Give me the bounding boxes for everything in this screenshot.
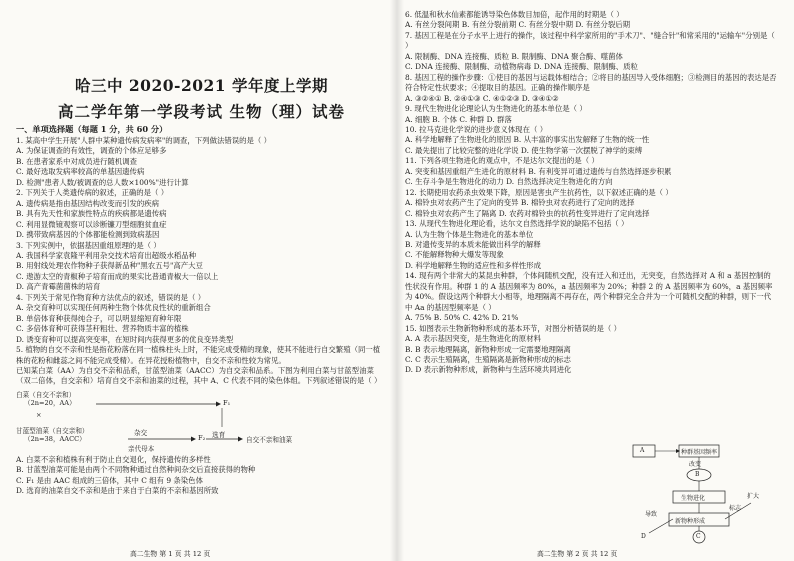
speciation-diagram [629,441,769,551]
text-line: 8. 基因工程的操作步骤：①使目的基因与运载体相结合；②将目的基因导入受体细胞；③检测目的基因的表达是否符合特定性状要求；④提取目的基因。正确的操作顺序是 [405,72,777,93]
text-line: C. 最好选取发病率较高的单基因遗传病 [16,167,145,177]
text-line: C. 生存斗争是生物进化的动力 D. 自然选择决定生物进化的方向 [405,177,613,187]
text-line: 7. 基因工程是在分子水平上进行的操作，该过程中科学家所用的"手术刀"、"缝合针"和常采用的"运输车"分别是（ ） [405,30,775,51]
text-line: A. 科学地解释了生物进化的原因 B. 从丰富的事实出发解释了生物的统一性 [405,135,650,145]
text-line: B. 单倍体育种获得纯合子，可以明显缩短育种年限 [16,313,182,323]
text-line: A. A 表示基因突变，是生物进化的原材料 [405,334,541,344]
section-heading: 一、单项选择题（每题 1 分，共 60 分） [16,124,168,134]
diagram-change: 改变 [689,461,702,468]
cross-f1: F₁ [223,398,231,407]
text-line: 6. 低温和秋水仙素都能诱导染色体数目加倍，起作用的时期是（ ） [405,10,624,19]
text-line: 9. 现代生物进化论理论认为生物进化的基本单位是（ ） [405,104,587,114]
text-line: 12. 长期使用农药杀虫效果下降，原因是害虫产生抗药性，以下叙述正确的是（ ） [405,187,673,197]
text-line: A. 有丝分裂间期 B. 有丝分裂前期 C. 有丝分裂中期 D. 有丝分裂后期 [405,20,631,30]
left-question-list [16,136,387,345]
text-line: 13. 从现代生物进化理论看，达尔文自然选择学说的缺陷不包括（ ） [405,219,629,229]
text-line: 11. 下列各项生物进化的观点中，不是达尔文提出的是（ ） [405,156,599,166]
text-line: D. 携带致病基因的个体都能检测到致病基因 [16,230,160,240]
text-line: C. DNA 连接酶、限制酶、动植物病毒 D. DNA 连接酶、限制酶、质粒 [405,62,638,72]
text-line: C. 最先提出了比较完整的进化学说 D. 使生物学第一次摆脱了神学的束缚 [405,145,643,155]
footer-page-1: 高二生物 第 1 页 共 12 页 [130,550,211,558]
text-line: 3. 下列实例中，依据基因重组原理的是（ ） [16,240,161,250]
text-line: B. 甘蓝型油菜可能是由两个不同物种通过自然种间杂交后直接获得的物种 [16,465,256,475]
text-line: 15. 如图表示生物新物种形成的基本环节，对图分析错误的是（ ） [405,323,622,333]
text-line: B. 对遗传变异的本质未能做出科学的解释 [405,239,541,249]
right-page [397,0,794,561]
text-line: C. 不能解释物种大爆发等现象 [405,250,504,260]
cross-parent-2: 甘蓝型油菜（自交亲和） [16,426,89,435]
diagram-label-c: C [696,533,701,540]
text-line: C. 利用显微镜观察可以诊断镰刀型细胞贫血症 [16,219,167,229]
diagram-new-species: 新物种形成 [675,518,706,525]
footer-page-2: 高二生物 第 2 页 共 12 页 [537,550,618,558]
cross-select-label: 选育 [212,430,226,439]
text-line: A. 白菜不亲和植株有利于防止自交退化，保持遗传的多样性 [16,454,211,464]
cross-parent-2-genome: （2n=38，AACC） [24,434,86,443]
text-line: A. 遗传病是指由基因结构改变而引发的疾病 [16,198,160,208]
cross-recurrent-label: 亲代母本 [128,444,155,453]
text-line: A. 75% B. 50% C. 42% D. 21% [405,313,519,323]
text-line: 已知某白菜（AA）为自交不亲和品系，甘蓝型油菜（AACC）为自交亲和品系。下图为利用白菜与甘蓝型油菜（双二倍体，自交亲和）培育自交不亲和油菜的过程，其中 A、C 代表不同的染色体组。下列叙述错误的是（ ） [16,365,382,386]
text-line: 5. 植物的自交不亲和性是指花粉落在同一植株柱头上时，不能完成受精的现象，使其不能进行自交繁殖（同一植株的花粉和雌蕊之间不能完成受精）。在异花授粉植物中，自交不亲和性较为常见。 [16,345,381,365]
diagram-gene-frequency: 种群基因频率 [681,449,718,456]
cross-parent-1-genome: （2n=20，AA） [24,398,76,407]
exam-school-title: 哈三中 2020-2021 学年度上学期 [74,76,328,95]
text-line: C. 遨游太空的青椒种子培育而成的果实比普通青椒大一倍以上 [16,271,219,281]
diagram-lead: 导致 [645,511,658,518]
cross-f2: F₂ [198,433,206,442]
cross-diagram [16,389,387,453]
text-line: 10. 拉马克进化学说的进步意义体现在（ ） [405,124,548,134]
text-line: C. 棉铃虫对农药产生了隔离 D. 农药对棉铃虫的抗药性变异进行了定向选择 [405,208,650,218]
question-15 [405,324,633,376]
text-line: B. 具有先天性和家族性特点的疾病都是遗传病 [16,209,167,219]
question-5 [16,345,387,387]
text-line: D. 检测"患者人数/被调查的总人数×100%"进行计算 [16,177,189,187]
text-line: C. 多倍体育种可获得茎秆粗壮、营养物质丰富的植株 [16,324,189,334]
text-line: 4. 下列关于常见作物育种方法优点的叙述，错误的是（ ） [16,292,206,302]
text-line: B. 用射线处理农作物种子获得新品种"黑农五号"高产大豆 [16,261,203,271]
text-line: A. 细胞 B. 个体 C. 种群 D. 群落 [405,114,512,124]
diagram-label-b: B [695,471,700,478]
text-line: A. 限制酶、DNA 连接酶、质粒 B. 限制酶、DNA 聚合酶、噬菌体 [405,51,623,61]
cross-result: 自交不亲和油菜 [246,435,293,444]
cross-hybrid-label: 杂交 [134,428,148,437]
text-line: A. ③②④① B. ②④①③ C. ④①②③ D. ③④①② [405,93,559,103]
text-line: A. 为保证调查的有效性，调查的个体应足够多 [16,146,167,156]
right-question-list [405,10,778,324]
text-line: C. F₁ 是由 AAC 组成的三倍体，其中 C 组有 9 条染色体 [16,475,203,485]
text-line: A. 认为生物个体是生物进化的基本单位 [405,229,534,239]
text-line: D. 诱变育种可以提高突变率，在短时间内获得更多的优良变异类型 [16,334,234,344]
text-line: D. D 表示新物种形成，新物种与生活环境共同进化 [405,365,572,375]
exam-subject-title: 高二学年第一学段考试 生物（理）试卷 [58,102,345,121]
text-line: A. 突变和基因重组产生进化的原材料 B. 有利变异可通过遗传与自然选择逐步积累 [405,166,672,176]
diagram-label-a: A [640,447,645,454]
text-line: 14. 现有两个非常大的某昆虫种群，个体间随机交配，没有迁入和迁出，无突变，自然选择对 A 和 a 基因控制的性状没有作用。种群 1 的 A 基因频率为 80%，a 基因频率为 20%；种群 2 的 A 基因频率为 60%，a 基因频率为 40%。假设这两个种群大小相等，地理隔离不再存在，两个种群完全合并为一个可随机交配的种群，则下一代中 Aa 的基因型频率是（ ） [405,271,773,312]
text-line: A. 棉铃虫对农药产生了定向的变异 B. 棉铃虫对农药进行了定向的选择 [405,198,635,208]
text-line: B. B 表示地理隔离，新物种形成一定需要地理隔离 [405,344,571,354]
cross-sign: × [36,410,42,419]
cross-parent-1: 白菜（自交不亲和） [16,390,76,399]
diagram-label-d: D [641,533,646,540]
text-line: D. 科学地解释生物的适应性和多样性形成 [405,260,542,270]
text-line: 1. 某高中学生开展"人群中某种遗传病发病率"的调查，下列做法错误的是（ ） [16,136,272,145]
text-line: B. 在患者家系中对成员进行随机调查 [16,156,137,166]
diagram-mark: 标志 [729,505,742,512]
text-line: 2. 下列关于人类遗传病的叙述，正确的是（ ） [16,188,169,198]
diagram-expand: 扩大 [747,493,760,500]
text-line: A. 杂交育种可以实现任何两种生物个体优良性状的重新组合 [16,303,211,313]
text-line: D. 高产青霉菌菌株的培育 [16,282,101,292]
text-line: A. 我国科学家袁隆平利用杂交技术培育出超级水稻品种 [16,250,197,260]
diagram-evolution: 生物进化 [681,495,706,502]
text-line: C. C 表示生殖隔离，生殖隔离是新物种形成的标志 [405,354,571,364]
question-5-options [16,455,387,497]
text-line: D. 选育的油菜自交不亲和是由于来自于白菜的不亲和基因所致 [16,486,219,496]
